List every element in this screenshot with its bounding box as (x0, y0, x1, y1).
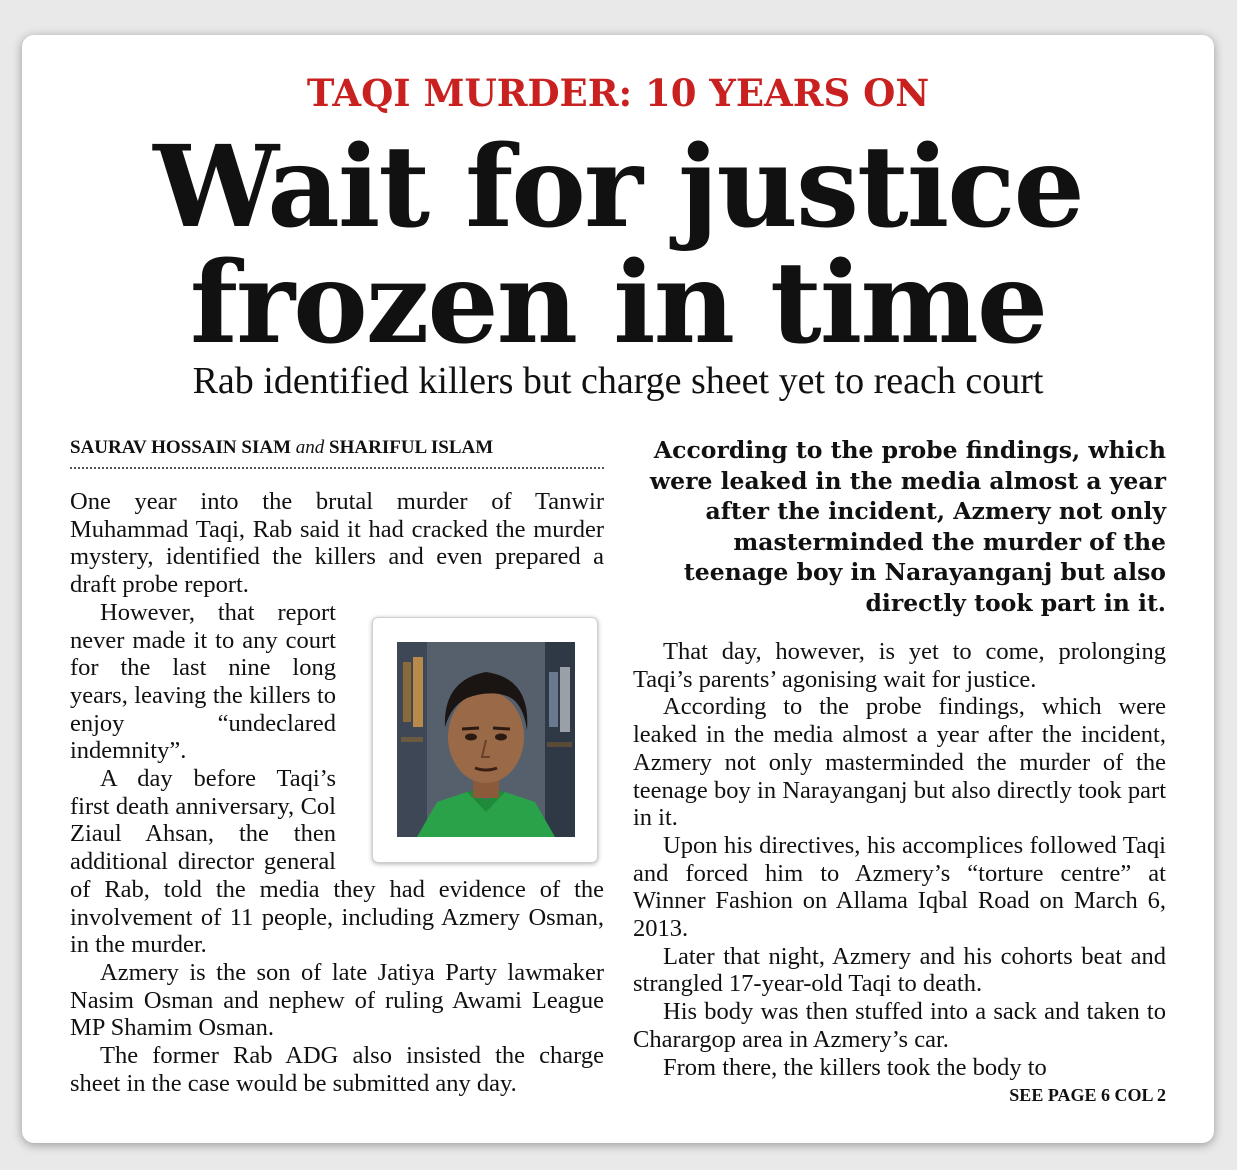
byline-conjunction: and (295, 437, 325, 458)
right-paragraph-4: Later that night, Azmery and his cohorts beat and strangled 17-year-old Taqi to death. (633, 942, 1166, 998)
headline-line-2: frozen in time (189, 238, 1047, 369)
right-column (633, 435, 1166, 1107)
byline-author-1: SAURAV HOSSAIN SIAM (70, 437, 292, 458)
right-paragraph-2: According to the probe findings, which were leaked in the media almost a year after the incident, Azmery not only masterminded the murder of the teenage boy in Narayanganj but also directly took part in it. (633, 693, 1166, 832)
left-paragraph-2: However, that report never made it to any court for the last nine long years, leaving the killers to enjoy “undeclared indemnity”. (70, 598, 336, 765)
left-paragraph-5: The former Rab ADG also insisted the charge sheet in the case would be submitted any day. (70, 1042, 604, 1097)
portrait-photo (397, 642, 575, 837)
left-paragraph-1: One year into the brutal murder of Tanwir Muhammad Taqi, Rab said it had cracked the murder mystery, identified the killers and even prepared a draft probe report. (70, 488, 604, 599)
left-column (70, 488, 604, 1097)
portrait-illustration (397, 642, 575, 837)
article-card (22, 35, 1214, 1143)
byline-author-2: SHARIFUL ISLAM (329, 437, 494, 458)
byline (70, 437, 604, 469)
subheadline: Rab identified killers but charge sheet yet to reach court (192, 360, 1044, 402)
left-paragraph-4: Azmery is the son of late Jatiya Party lawmaker Nasim Osman and nephew of ruling Awami League MP Shamim Osman. (70, 958, 604, 1042)
right-paragraph-6: From there, the killers took the body to (663, 1053, 1047, 1081)
photo-frame (372, 617, 598, 863)
right-paragraph-5: His body was then stuffed into a sack and taken to Charargop area in Azmery’s car. (633, 998, 1166, 1053)
right-paragraph-3: Upon his directives, his accomplices followed Taqi and forced him to Azmery’s “torture centre” at Winner Fashion on Allama Iqbal Road on March 6, 2013. (633, 831, 1166, 943)
kicker: TAQI MURDER: 10 YEARS ON (306, 71, 930, 115)
headline (22, 122, 1214, 369)
left-paragraph-3: A day before Taqi’s first death anniversary, Col Ziaul Ahsan, the then additional director general of Rab, told the media they had evidence of the involvement of 11 people, including Azmery Osman, in the murder. (70, 765, 604, 959)
pull-quote: According to the probe findings, which were leaked in the media almost a year after the incident, Azmery not only masterminded the murder of the teenage boy in Narayanganj but also directly took part in it. (649, 436, 1166, 617)
headline-line-1: Wait for justice (153, 122, 1083, 253)
right-paragraph-1: That day, however, is yet to come, prolonging Taqi’s parents’ agonising wait for justice. (633, 638, 1166, 693)
continuation-link[interactable]: SEE PAGE 6 COL 2 (1009, 1085, 1166, 1106)
